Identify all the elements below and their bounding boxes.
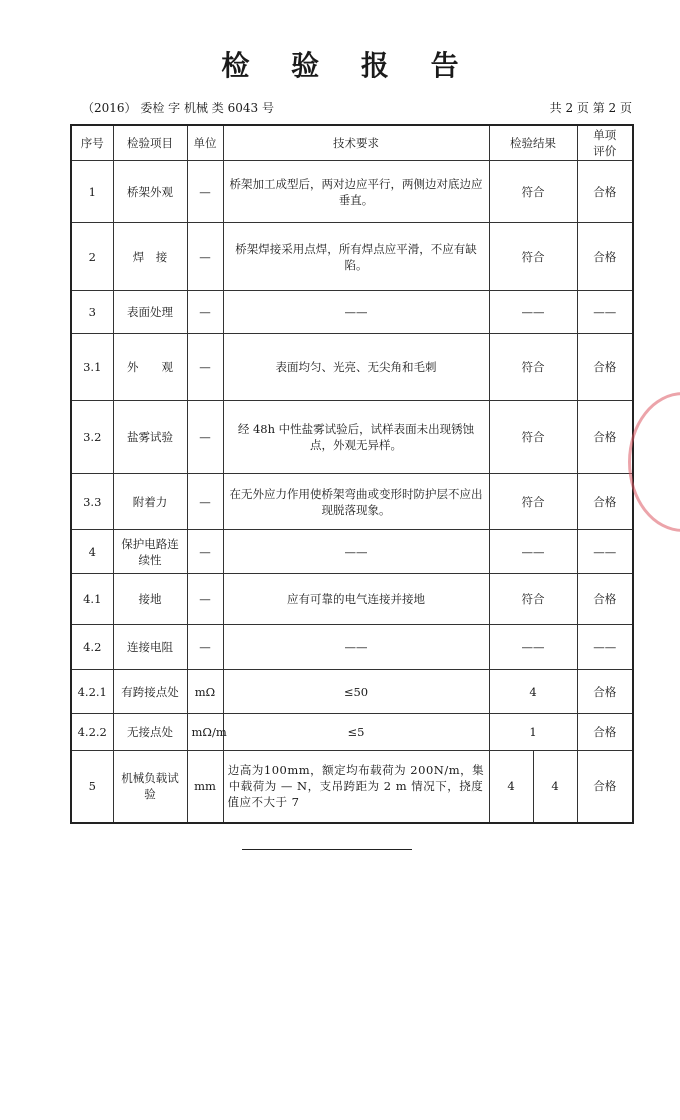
- table-row: [71, 334, 633, 401]
- header-result: 检验结果: [489, 125, 577, 161]
- row-unit: —: [187, 530, 223, 574]
- row-seq: 4.2.2: [71, 714, 113, 751]
- row-verdict: 合格: [577, 334, 633, 401]
- table-row: [71, 625, 633, 670]
- row-item: 桥架外观: [113, 161, 187, 223]
- table-row: [71, 670, 633, 714]
- row-requirement: 在无外应力作用使桥架弯曲或变形时防护层不应出现脱落现象。: [223, 474, 489, 530]
- row-verdict: 合格: [577, 223, 633, 291]
- row-item: 连接电阻: [113, 625, 187, 670]
- page-count: 共 2 页 第 2 页: [549, 101, 632, 115]
- row-seq: 3.2: [71, 401, 113, 474]
- row-result: 符合: [489, 401, 577, 474]
- row-seq: 5: [71, 751, 113, 823]
- row-result: 符合: [489, 223, 577, 291]
- row-seq: 4: [71, 530, 113, 574]
- page-title: 检 验 报 告: [221, 49, 475, 82]
- row-verdict: ——: [577, 291, 633, 334]
- row-seq: 4.2: [71, 625, 113, 670]
- header-requirement: 技术要求: [223, 125, 489, 161]
- row-requirement: 桥架焊接采用点焊，所有焊点应平滑，不应有缺陷。: [223, 223, 489, 291]
- header-verdict: [577, 125, 633, 161]
- header-verdict-line2: 评价: [593, 144, 617, 158]
- row-seq: 3: [71, 291, 113, 334]
- row-seq: 1: [71, 161, 113, 223]
- row-result: ——: [489, 625, 577, 670]
- row-seq: 4.1: [71, 574, 113, 625]
- row-requirement: 经 48h 中性盐雾试验后，试样表面未出现锈蚀点，外观无异样。: [223, 401, 489, 474]
- table-row: [71, 161, 633, 223]
- table-row: [71, 474, 633, 530]
- row-requirement: ——: [223, 291, 489, 334]
- row-item: 外 观: [113, 334, 187, 401]
- row-unit: —: [187, 334, 223, 401]
- table-row: [71, 751, 633, 823]
- report-number: （2016） 委检 字 机械 类 6043 号: [82, 101, 274, 115]
- row-result: 1: [489, 714, 577, 751]
- row-result: 符合: [489, 574, 577, 625]
- row-requirement: 桥架加工成型后，两对边应平行，两侧边对底边应垂直。: [223, 161, 489, 223]
- row-verdict: ——: [577, 530, 633, 574]
- row-unit: —: [187, 401, 223, 474]
- header-unit: 单位: [187, 125, 223, 161]
- row-seq: 2: [71, 223, 113, 291]
- row-requirement: ——: [223, 625, 489, 670]
- row-verdict: 合格: [577, 574, 633, 625]
- row-item: 有跨接点处: [113, 670, 187, 714]
- row-result: 符合: [489, 334, 577, 401]
- row-result: ——: [489, 291, 577, 334]
- row-unit: —: [187, 474, 223, 530]
- row-verdict: 合格: [577, 751, 633, 823]
- row-seq: 4.2.1: [71, 670, 113, 714]
- row-unit: —: [187, 625, 223, 670]
- table-row: [71, 714, 633, 751]
- table-header-row: [71, 125, 633, 161]
- row-unit: —: [187, 161, 223, 223]
- row-item: 表面处理: [113, 291, 187, 334]
- table-row: [71, 401, 633, 474]
- row-requirement: 应有可靠的电气连接并接地: [223, 574, 489, 625]
- inspection-table: [70, 124, 634, 824]
- end-rule: [242, 849, 412, 850]
- row-item: 盐雾试验: [113, 401, 187, 474]
- header-item: 检验项目: [113, 125, 187, 161]
- row-result: 4: [489, 670, 577, 714]
- table-row: [71, 291, 633, 334]
- table-row: [71, 530, 633, 574]
- row-result: 符合: [489, 474, 577, 530]
- row-item: 附着力: [113, 474, 187, 530]
- row-verdict: 合格: [577, 474, 633, 530]
- row-requirement: ——: [223, 530, 489, 574]
- row-unit: mΩ/m: [187, 714, 223, 751]
- row-unit: mΩ: [187, 670, 223, 714]
- row-requirement: 表面均匀、光亮、无尖角和毛刺: [223, 334, 489, 401]
- row-result-a: 4: [489, 751, 533, 823]
- row-seq: 3.1: [71, 334, 113, 401]
- row-seq: 3.3: [71, 474, 113, 530]
- row-verdict: 合格: [577, 161, 633, 223]
- table-row: [71, 574, 633, 625]
- header-verdict-line1: 单项: [593, 128, 617, 142]
- official-seal: [628, 392, 680, 532]
- row-unit: —: [187, 574, 223, 625]
- row-verdict: 合格: [577, 714, 633, 751]
- row-result-b: 4: [533, 751, 577, 823]
- row-unit: mm: [187, 751, 223, 823]
- row-item: 焊 接: [113, 223, 187, 291]
- row-item: 接地: [113, 574, 187, 625]
- row-requirement: 边高为100mm，额定均布载荷为 200N/m，集中载荷为 — N，支吊跨距为 2 m 情况下，挠度值应不大于 7: [223, 751, 489, 823]
- header-seq: 序号: [71, 125, 113, 161]
- row-item: 无接点处: [113, 714, 187, 751]
- row-item: 保护电路连续性: [113, 530, 187, 574]
- row-unit: —: [187, 223, 223, 291]
- row-requirement: ≤50: [223, 670, 489, 714]
- row-result: ——: [489, 530, 577, 574]
- row-verdict: ——: [577, 625, 633, 670]
- row-result: 符合: [489, 161, 577, 223]
- row-unit: —: [187, 291, 223, 334]
- row-item: 机械负载试验: [113, 751, 187, 823]
- row-verdict: 合格: [577, 401, 633, 474]
- row-verdict: 合格: [577, 670, 633, 714]
- row-requirement: ≤5: [223, 714, 489, 751]
- table-row: [71, 223, 633, 291]
